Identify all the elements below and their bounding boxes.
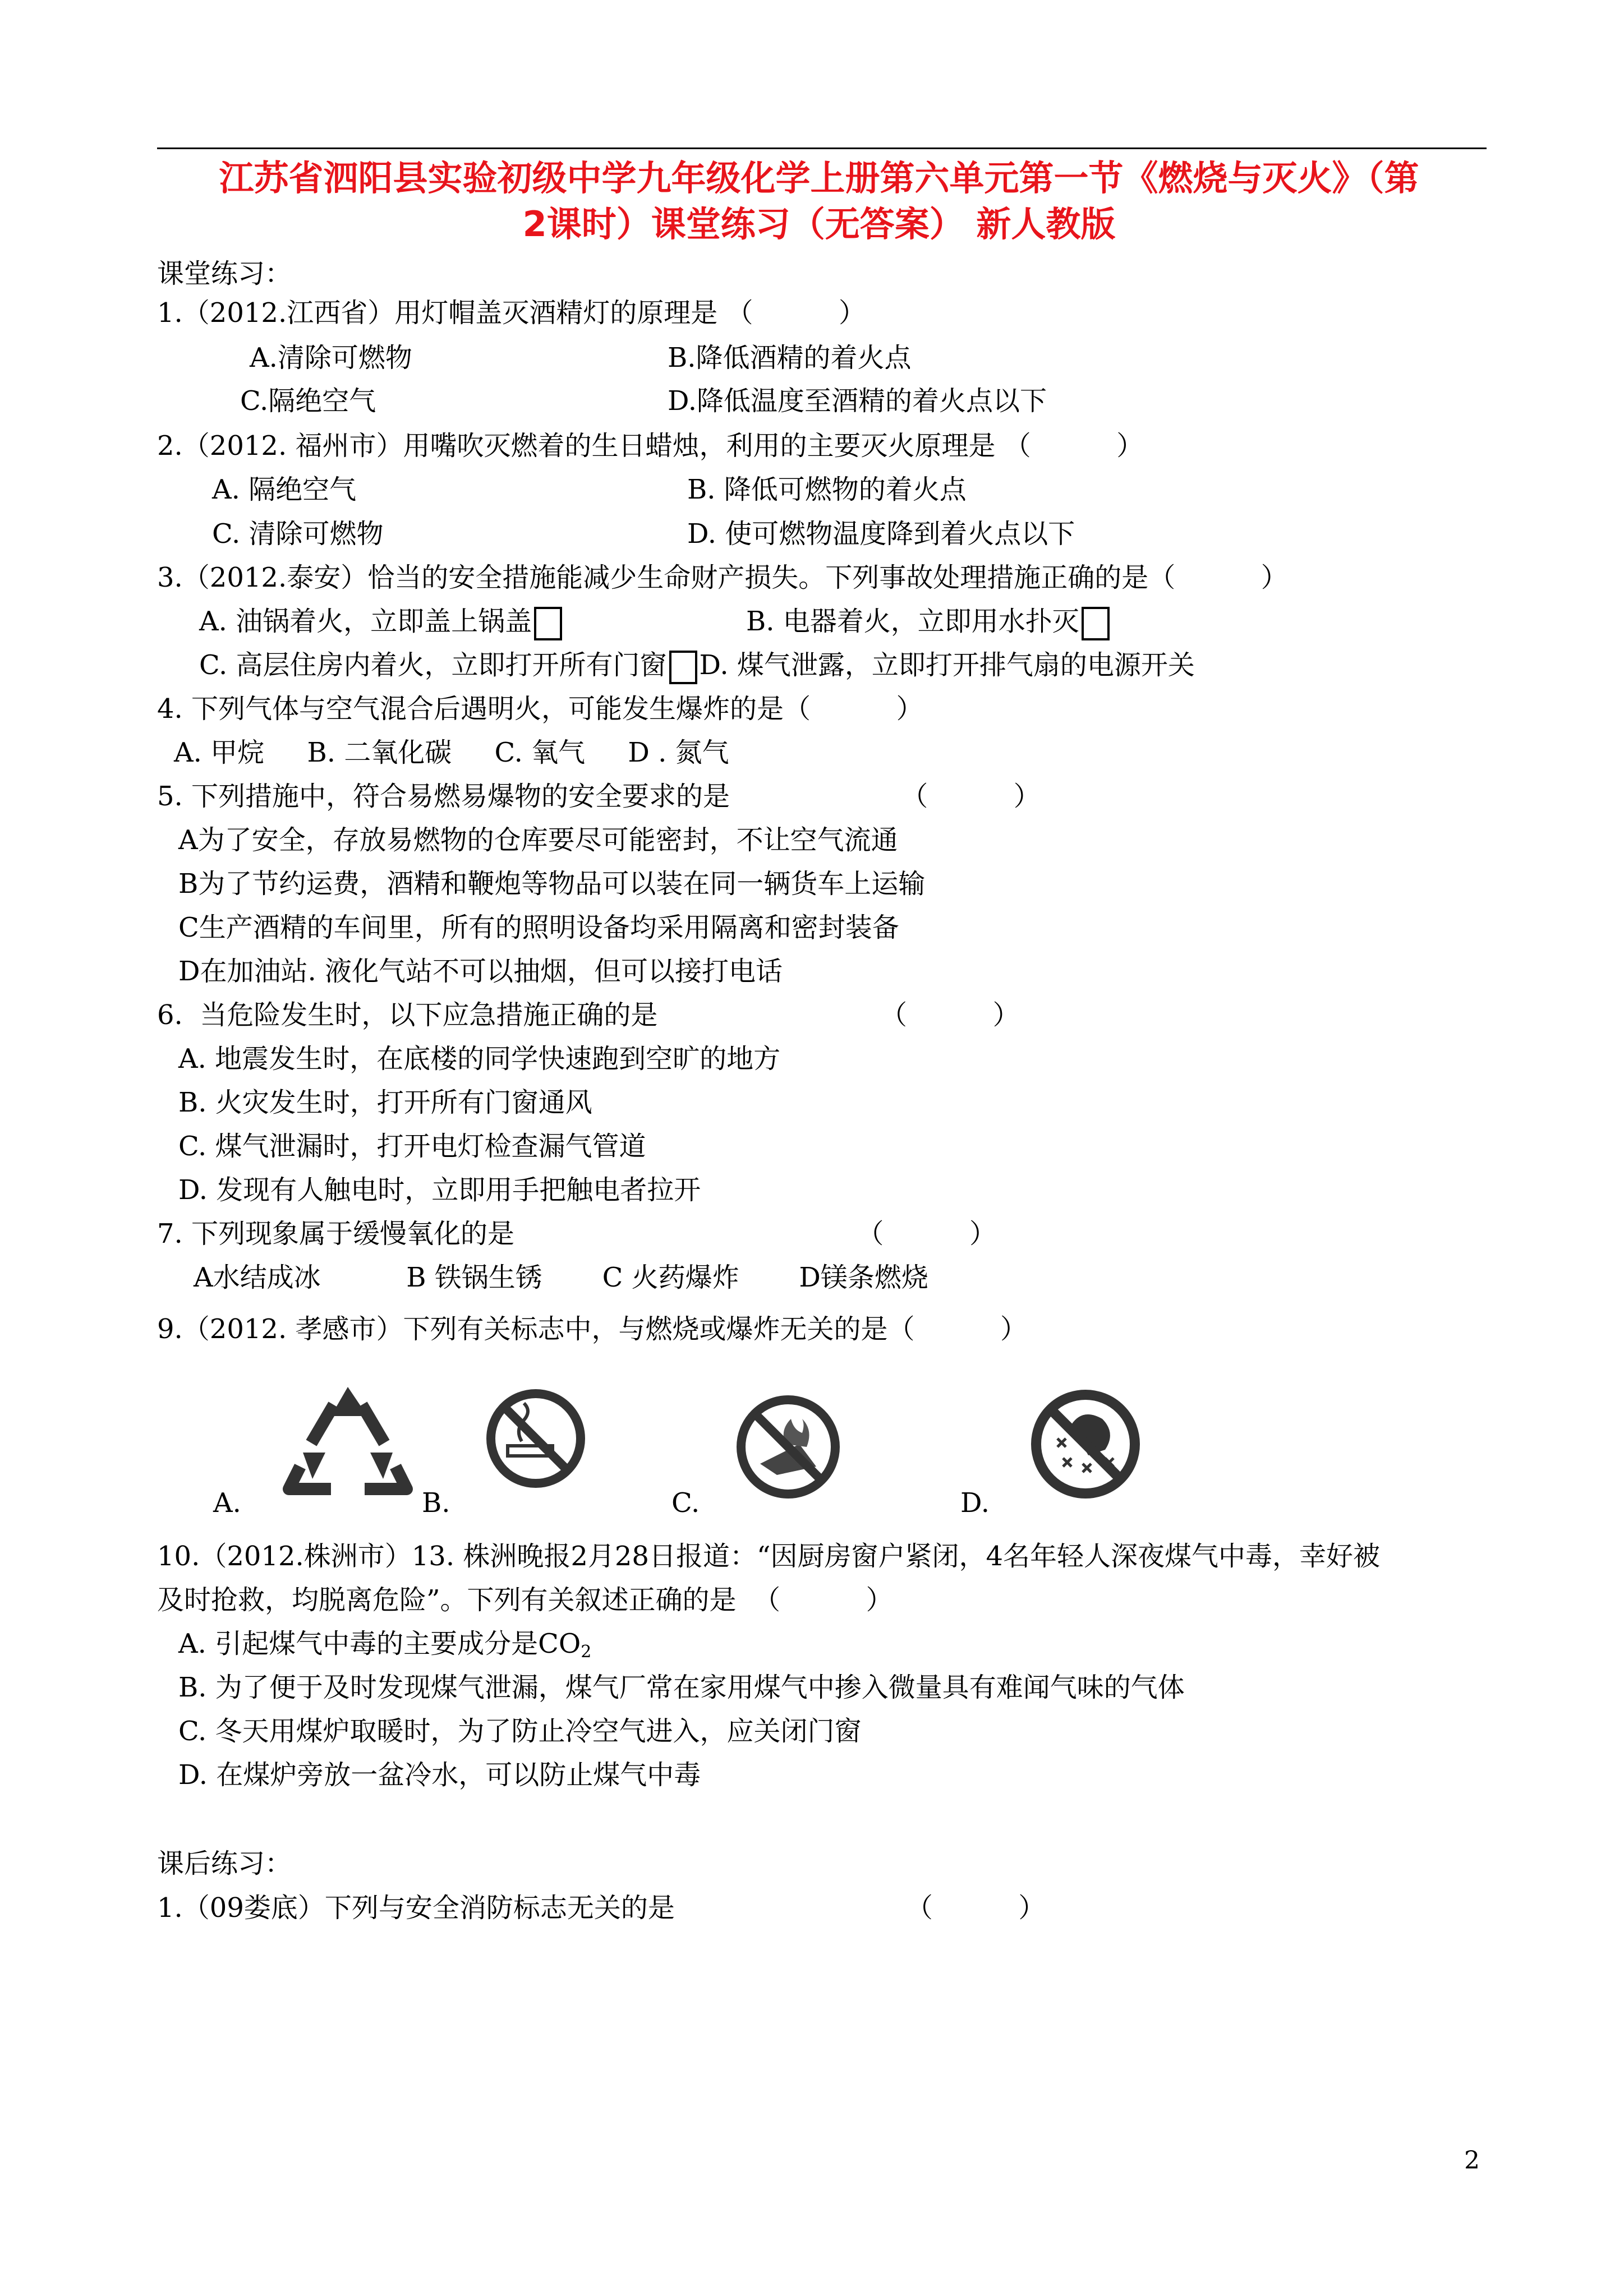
q1-option-a: A.清除可燃物 <box>250 342 412 374</box>
page-number: 2 <box>1464 2146 1480 2175</box>
q10-option-a-subscript: 2 <box>581 1642 592 1662</box>
q10-option-a <box>178 1627 591 1669</box>
q5-option-c: C生产酒精的车间里，所有的照明设备均采用隔离和密封装备 <box>178 912 899 943</box>
no-smoking-sign-icon <box>482 1385 589 1494</box>
q3-option-a-row <box>199 605 564 640</box>
q10-option-a-text: A. 引起煤气中毒的主要成分是CO <box>178 1628 581 1659</box>
title-line-2: 2课时）课堂练习（无答案） 新人教版 <box>522 204 1116 245</box>
q7-stem: 7. 下列现象属于缓慢氧化的是 （ ） <box>157 1218 996 1250</box>
q2-option-a: A. 隔绝空气 <box>212 474 357 505</box>
q3-option-c-row <box>199 648 1195 684</box>
q9-option-d: D. <box>960 1487 990 1519</box>
hw1-stem: 1.（09娄底）下列与安全消防标志无关的是 （ ） <box>157 1892 1046 1924</box>
q1-option-d: D.降低温度至酒精的着火点以下 <box>668 385 1047 417</box>
q3-option-c: C. 高层住房内着火，立即打开所有门窗 <box>199 649 667 681</box>
q6-option-a: A. 地震发生时，在底楼的同学快速跑到空旷的地方 <box>178 1043 781 1075</box>
q3-option-b-row <box>746 605 1112 640</box>
no-firecrackers-sign-icon <box>1027 1385 1144 1505</box>
q10-stem-line-2: 及时抢救，均脱离危险”。下列有关叙述正确的是 （ ） <box>157 1584 893 1616</box>
q5-option-d: D在加油站. 液化气站不可以抽烟，但可以接打电话 <box>178 956 783 987</box>
q2-option-d: D. 使可燃物温度降到着火点以下 <box>687 518 1075 550</box>
q3-stem: 3.（2012.泰安）恰当的安全措施能减少生命财产损失。下列事故处理措施正确的是（ ） <box>157 562 1288 593</box>
q6-stem: 6. 当危险发生时，以下应急措施正确的是 （ ） <box>157 999 1020 1031</box>
q10-option-d: D. 在煤炉旁放一盆冷水，可以防止煤气中毒 <box>178 1759 701 1791</box>
q5-option-a: A为了安全，存放易燃物的仓库要尽可能密封，不让空气流通 <box>178 824 898 856</box>
q6-option-b: B. 火灾发生时，打开所有门窗通风 <box>178 1087 592 1118</box>
answer-box <box>1082 607 1110 640</box>
q5-stem: 5. 下列措施中，符合易燃易爆物的安全要求的是 （ ） <box>157 781 1041 812</box>
q1-option-c: C.隔绝空气 <box>240 385 376 417</box>
q9-stem: 9.（2012. 孝感市）下列有关标志中，与燃烧或爆炸无关的是（ ） <box>157 1313 1028 1345</box>
answer-box <box>534 607 562 640</box>
q1-option-b: B.降低酒精的着火点 <box>668 342 912 374</box>
recycle-sign-icon <box>278 1382 418 1514</box>
q3-option-b: B. 电器着火，立即用水扑灭 <box>746 606 1079 637</box>
q1-stem: 1.（2012.江西省）用灯帽盖灭酒精灯的原理是 （ ） <box>157 297 866 329</box>
no-burning-sign-icon <box>732 1391 844 1505</box>
q10-option-c: C. 冬天用煤炉取暖时，为了防止冷空气进入，应关闭门窗 <box>178 1716 862 1747</box>
q6-option-c: C. 煤气泄漏时，打开电灯检查漏气管道 <box>178 1131 646 1162</box>
q6-option-d: D. 发现有人触电时，立即用手把触电者拉开 <box>178 1174 701 1206</box>
answer-box <box>669 651 697 684</box>
section-heading-classwork: 课堂练习： <box>157 258 292 289</box>
title-line-1: 江苏省泗阳县实验初级中学九年级化学上册第六单元第一节《燃烧与灭火》（第 <box>219 158 1419 199</box>
q9-option-b: B. <box>422 1487 450 1519</box>
q2-option-c: C. 清除可燃物 <box>212 518 384 550</box>
title-rule <box>157 147 1487 149</box>
q4-stem: 4. 下列气体与空气混合后遇明火，可能发生爆炸的是（ ） <box>157 693 923 725</box>
q9-option-c: C. <box>671 1487 700 1519</box>
q4-options: A. 甲烷 B. 二氧化碳 C. 氧气 D . 氮气 <box>174 737 729 768</box>
q2-option-b: B. 降低可燃物的着火点 <box>687 474 967 505</box>
q5-option-b: B为了节约运费，酒精和鞭炮等物品可以装在同一辆货车上运输 <box>178 868 926 900</box>
q10-stem-line-1: 10.（2012.株洲市）13. 株洲晚报2月28日报道：“因厨房窗户紧闭，4名年轻人深夜煤气中毒，幸好被 <box>157 1541 1381 1572</box>
q10-option-b: B. 为了便于及时发现煤气泄漏，煤气厂常在家用煤气中掺入微量具有难闻气味的气体 <box>178 1672 1185 1703</box>
q7-options: A水结成冰 B 铁锅生锈 C 火药爆炸 D镁条燃烧 <box>194 1262 928 1293</box>
q9-option-a: A. <box>213 1487 241 1519</box>
section-heading-homework: 课后练习： <box>157 1848 292 1879</box>
q3-option-d: D. 煤气泄露，立即打开排气扇的电源开关 <box>699 649 1195 681</box>
q2-stem: 2.（2012. 福州市）用嘴吹灭燃着的生日蜡烛，利用的主要灭火原理是 （ ） <box>157 430 1144 462</box>
q3-option-a: A. 油锅着火，立即盖上锅盖 <box>199 606 532 637</box>
